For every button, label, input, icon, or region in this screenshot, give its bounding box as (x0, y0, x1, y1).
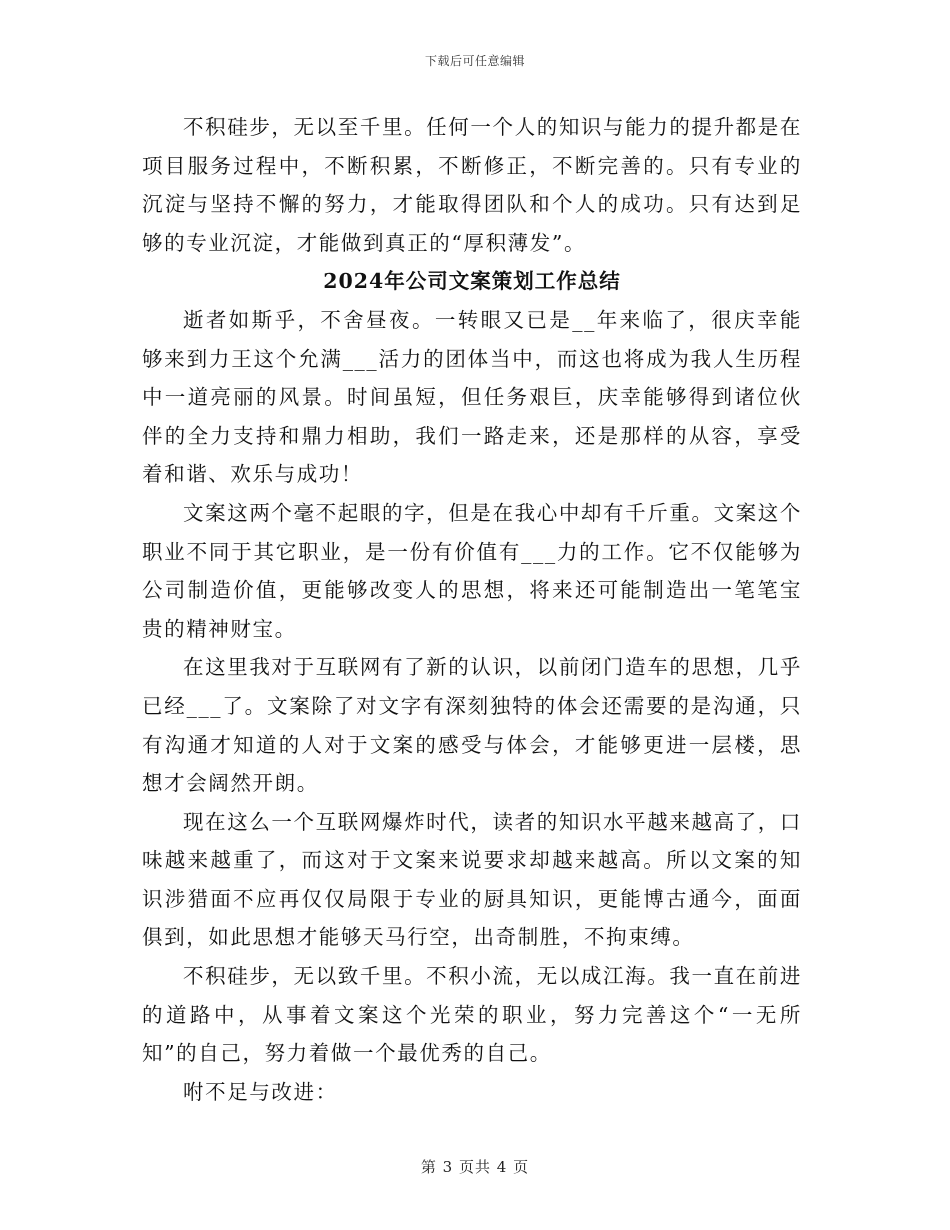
body-paragraph-5: 不积硅步，无以致千里。不积小流，无以成江海。我一直在前进的道路中，从事着文案这个光荣的职业，努力完善这个“一无所知”的自己，努力着做一个最优秀的自己。 (142, 964, 802, 1066)
body-paragraph-3: 在这里我对于互联网有了新的认识，以前闭门造车的思想，几乎已经___了。文案除了对文字有深刻独特的体会还需要的是沟通，只有沟通才知道的人对于文案的感受与体会，才能够更进一层楼，思想才会阔然开朗。 (142, 655, 802, 796)
intro-paragraph: 不积硅步，无以至千里。任何一个人的知识与能力的提升都是在项目服务过程中，不断积累，不断修正，不断完善的。只有专业的沉淀与坚持不懈的努力，才能取得团队和个人的成功。只有达到足够的专业沉淀，才能做到真正的“厚积薄发”。 (142, 115, 802, 255)
body-paragraph-2: 文案这两个毫不起眼的字，但是在我心中却有千斤重。文案这个职业不同于其它职业，是一份有价值有___力的工作。它不仅能够为公司制造价值，更能够改变人的思想，将来还可能制造出一笔笔宝贵的精神财宝。 (142, 500, 802, 641)
body-paragraph-4: 现在这么一个互联网爆炸时代，读者的知识水平越来越高了，口味越来越重了，而这对于文案来说要求却越来越高。所以文案的知识涉猎面不应再仅仅局限于专业的厨具知识，更能博古通今，面面俱到，如此思想才能够天马行空，出奇制胜，不拘束缚。 (142, 809, 802, 950)
document-title: 2024年公司文案策划工作总结 (323, 269, 621, 294)
body-paragraph-1: 逝者如斯乎，不舍昼夜。一转眼又已是__年来临了，很庆幸能够来到力王这个允满___活力的团体当中，而这也将成为我人生历程中一道亮丽的风景。时间虽短，但任务艰巨，庆幸能够得到诸位伙伴的全力支持和鼎力相助，我们一路走来，还是那样的从容，享受着和谐、欢乐与成功！ (142, 307, 802, 487)
document-body (142, 108, 802, 1111)
page-number: 第 3 页共 4 页 (420, 1158, 530, 1176)
section-heading-shortcomings: 咐不足与改进： (183, 1079, 338, 1104)
page-header: 下载后可任意编辑 (424, 54, 525, 68)
